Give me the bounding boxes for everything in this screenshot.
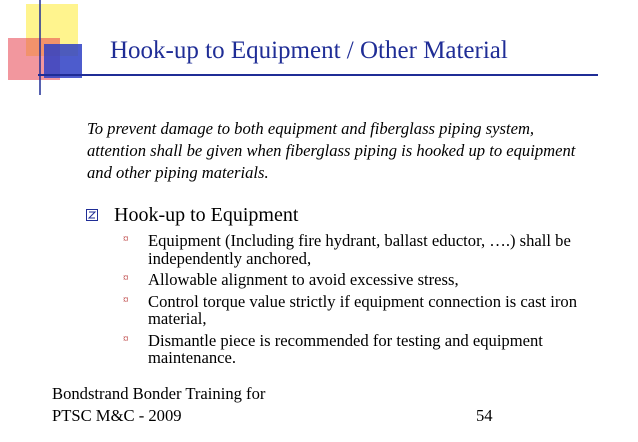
list-item-text: Allowable alignment to avoid excessive stress,: [148, 270, 459, 289]
section-heading: Hook-up to Equipment: [114, 204, 299, 226]
currency-bullet-icon: ¤: [123, 293, 129, 306]
deco-blue-square: [44, 44, 82, 78]
boxed-z-bullet-icon: [86, 209, 98, 221]
intro-paragraph: To prevent damage to both equipment and fiberglass piping system, attention shall be given when fiberglass piping is hooked up to equipment and other piping materials.: [87, 119, 576, 182]
list-item-text: Equipment (Including fire hydrant, ballast eductor, ….) shall be independently anchored,: [148, 231, 571, 268]
footer-line-2: PTSC M&C - 2009: [52, 406, 182, 425]
currency-bullet-icon: ¤: [123, 272, 129, 284]
list-item: [120, 332, 590, 367]
currency-bullet-icon: ¤: [123, 332, 129, 345]
list-item-text: Control torque value strictly if equipment connection is cast iron material,: [148, 291, 578, 328]
footer: [52, 383, 265, 427]
page-number: 54: [476, 406, 493, 425]
title-underline: [38, 74, 598, 76]
slide-title: Hook-up to Equipment / Other Material: [110, 37, 508, 64]
list-item: [120, 293, 590, 328]
currency-bullet-icon: ¤: [123, 233, 129, 245]
corner-decoration: [0, 0, 110, 95]
list-item: [120, 271, 590, 289]
sub-bullet-list: [120, 232, 590, 371]
list-item: [120, 232, 590, 267]
list-item-text: Dismantle piece is recommended for testing and equipment maintenance.: [148, 330, 543, 367]
footer-line-1: Bondstrand Bonder Training for: [52, 384, 266, 403]
